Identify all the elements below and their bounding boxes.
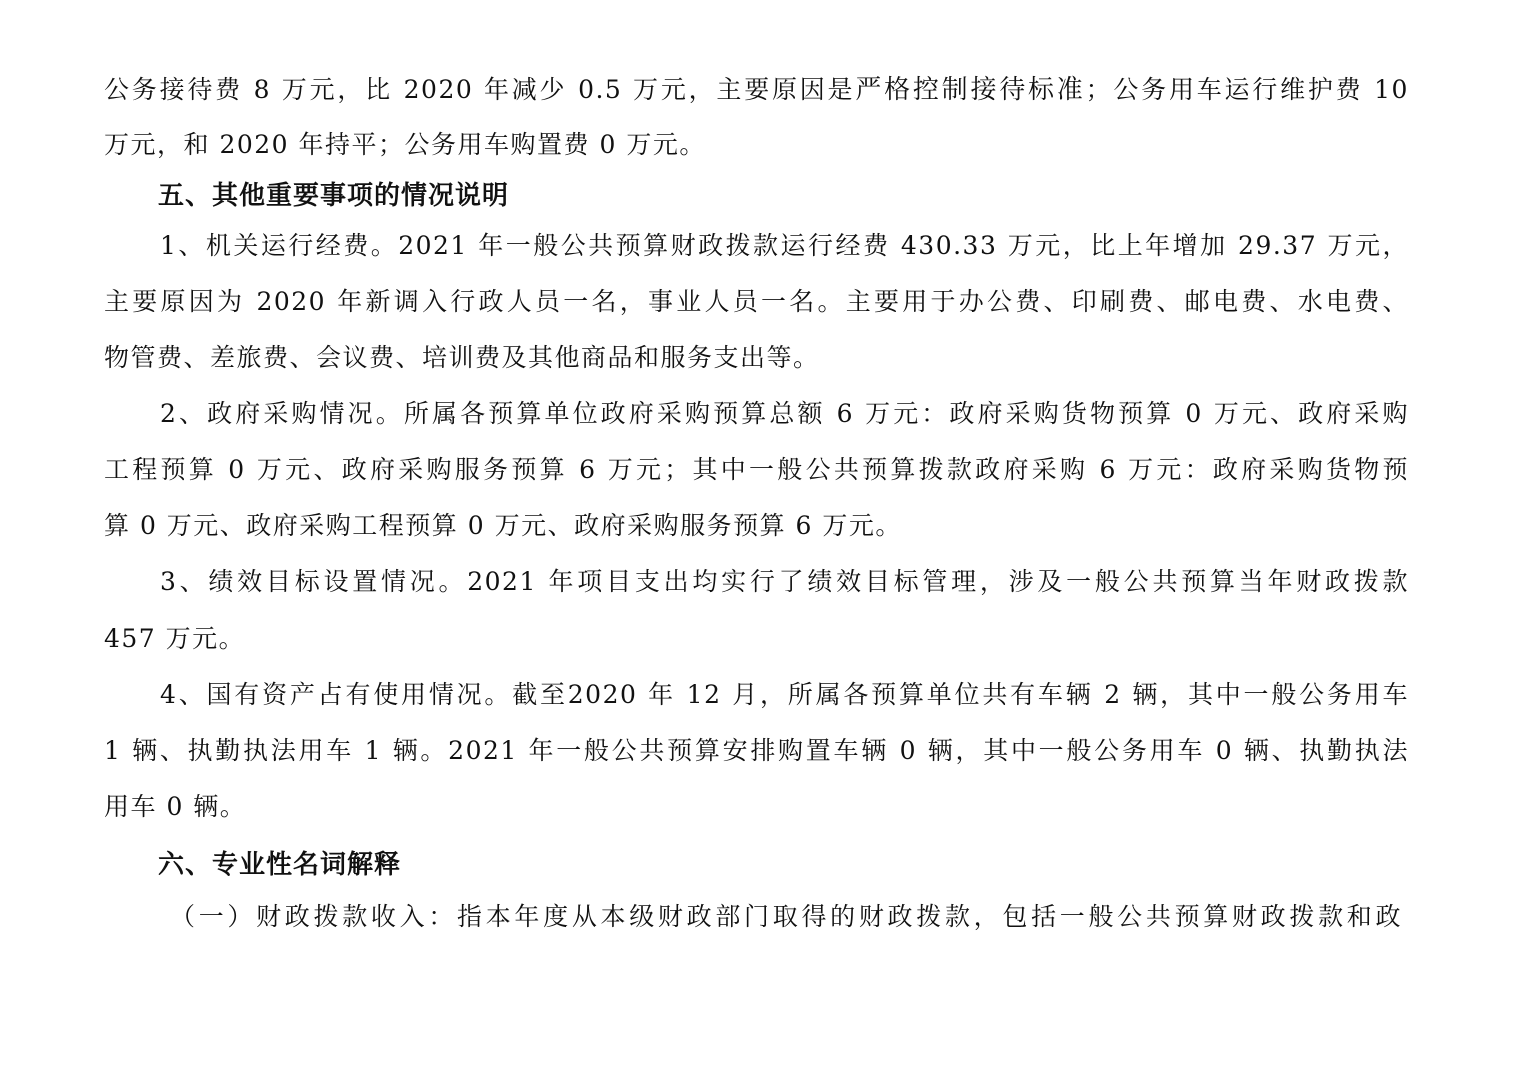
item-2-line-2: 工程预算 0 万元、政府采购服务预算 6 万元；其中一般公共预算拨款政府采购 6 万元：政府采购货物预 — [104, 455, 1409, 484]
section-5-heading: 五、其他重要事项的情况说明 — [158, 181, 510, 211]
term-1-line-1: （一）财政拨款收入：指本年度从本级财政部门取得的财政拨款，包括一般公共预算财政拨款和政 — [170, 902, 1402, 931]
section-6-heading: 六、专业性名词解释 — [158, 850, 402, 880]
item-1-line-1: 1、机关运行经费。2021 年一般公共预算财政拨款运行经费 430.33 万元，比上年增加 29.37 万元， — [160, 231, 1409, 260]
item-3-line-2: 457 万元。 — [104, 624, 246, 653]
reception-text-before: 公务接待费 8 万元，比 2020 年减少 0.5 万元，主要原因是 — [104, 75, 856, 104]
reception-emphasis-text: 严格控制接待标准 — [855, 75, 1086, 105]
item-2-line-1: 2、政府采购情况。所属各预算单位政府采购预算总额 6 万元：政府采购货物预算 0 万元、政府采购 — [160, 399, 1409, 428]
item-4-line-3: 用车 0 辆。 — [104, 792, 247, 821]
item-2-line-3: 算 0 万元、政府采购工程预算 0 万元、政府采购服务预算 6 万元。 — [104, 511, 902, 540]
reception-text-after: ；公务用车运行维护费 10 — [1085, 75, 1409, 104]
item-4-line-1: 4、国有资产占有使用情况。截至2020 年 12 月，所属各预算单位共有车辆 2 辆，其中一般公务用车 — [160, 680, 1409, 709]
item-1-line-2: 主要原因为 2020 年新调入行政人员一名，事业人员一名。主要用于办公费、印刷费、邮电费、水电费、 — [104, 287, 1409, 316]
item-3-line-1: 3、绩效目标设置情况。2021 年项目支出均实行了绩效目标管理，涉及一般公共预算当年财政拨款 — [160, 567, 1409, 596]
paragraph-reception-line-2: 万元，和 2020 年持平；公务用车购置费 0 万元。 — [104, 130, 706, 159]
paragraph-reception-line-1 — [104, 68, 1409, 112]
item-1-line-3: 物管费、差旅费、会议费、培训费及其他商品和服务支出等。 — [104, 343, 820, 372]
item-4-line-2: 1 辆、执勤执法用车 1 辆。2021 年一般公共预算安排购置车辆 0 辆，其中一般公务用车 0 辆、执勤执法 — [104, 736, 1409, 765]
